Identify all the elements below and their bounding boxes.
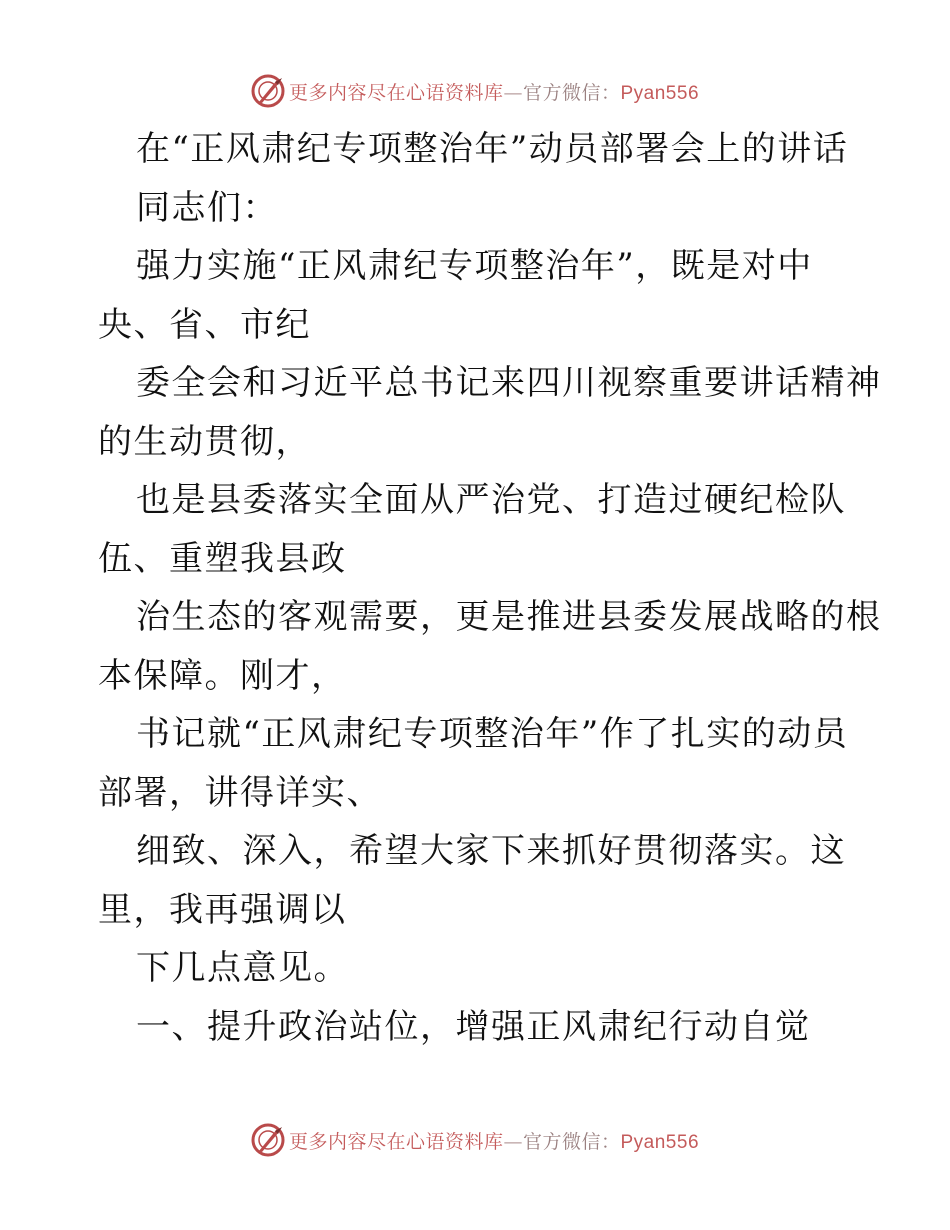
banner-dash: — xyxy=(503,1130,523,1153)
text-line: 治生态的客观需要，更是推进县委发展战略的根 xyxy=(136,597,882,637)
document-body xyxy=(98,120,882,1056)
quill-logo-icon xyxy=(251,1123,285,1157)
quill-logo-icon xyxy=(251,74,285,108)
text-line: 委全会和习近平总书记来四川视察重要讲话精神 xyxy=(136,363,882,403)
text-line: 强力实施“正风肃纪专项整治年”，既是对中 xyxy=(136,246,813,286)
text-line: 同志们： xyxy=(136,187,278,228)
text-line: 也是县委落实全面从严治党、打造过硬纪检队 xyxy=(136,480,846,520)
text-line: 下几点意见。 xyxy=(136,948,349,988)
text-line: 书记就“正风肃纪专项整治年”作了扎实的动员 xyxy=(136,714,849,754)
banner-title: 更多内容尽在心语资料库 xyxy=(288,81,504,104)
text-line: 本保障。刚才， xyxy=(98,655,347,696)
text-line: 在“正风肃纪专项整治年”动员部署会上的讲话 xyxy=(136,129,849,169)
banner-wechat-id: Pyan556 xyxy=(620,82,700,104)
text-line: 细致、深入，希望大家下来抓好贯彻落实。这 xyxy=(136,831,846,871)
banner-dash: — xyxy=(503,81,523,104)
banner-wechat-label: 官方微信： xyxy=(522,81,621,104)
text-line: 一、提升政治站位，增强正风肃纪行动自觉 xyxy=(136,1006,811,1047)
text-line: 央、省、市纪 xyxy=(98,304,311,345)
banner-wechat-label: 官方微信： xyxy=(522,1130,621,1153)
text-line: 的生动贯彻， xyxy=(98,421,311,462)
text-line: 伍、重塑我县政 xyxy=(98,538,347,579)
footer-banner xyxy=(0,1120,950,1160)
header-banner xyxy=(0,71,950,111)
banner-title: 更多内容尽在心语资料库 xyxy=(288,1130,504,1153)
text-line: 里，我再强调以 xyxy=(98,889,347,930)
text-line: 部署，讲得详实、 xyxy=(98,772,382,813)
banner-wechat-id: Pyan556 xyxy=(620,1131,700,1153)
